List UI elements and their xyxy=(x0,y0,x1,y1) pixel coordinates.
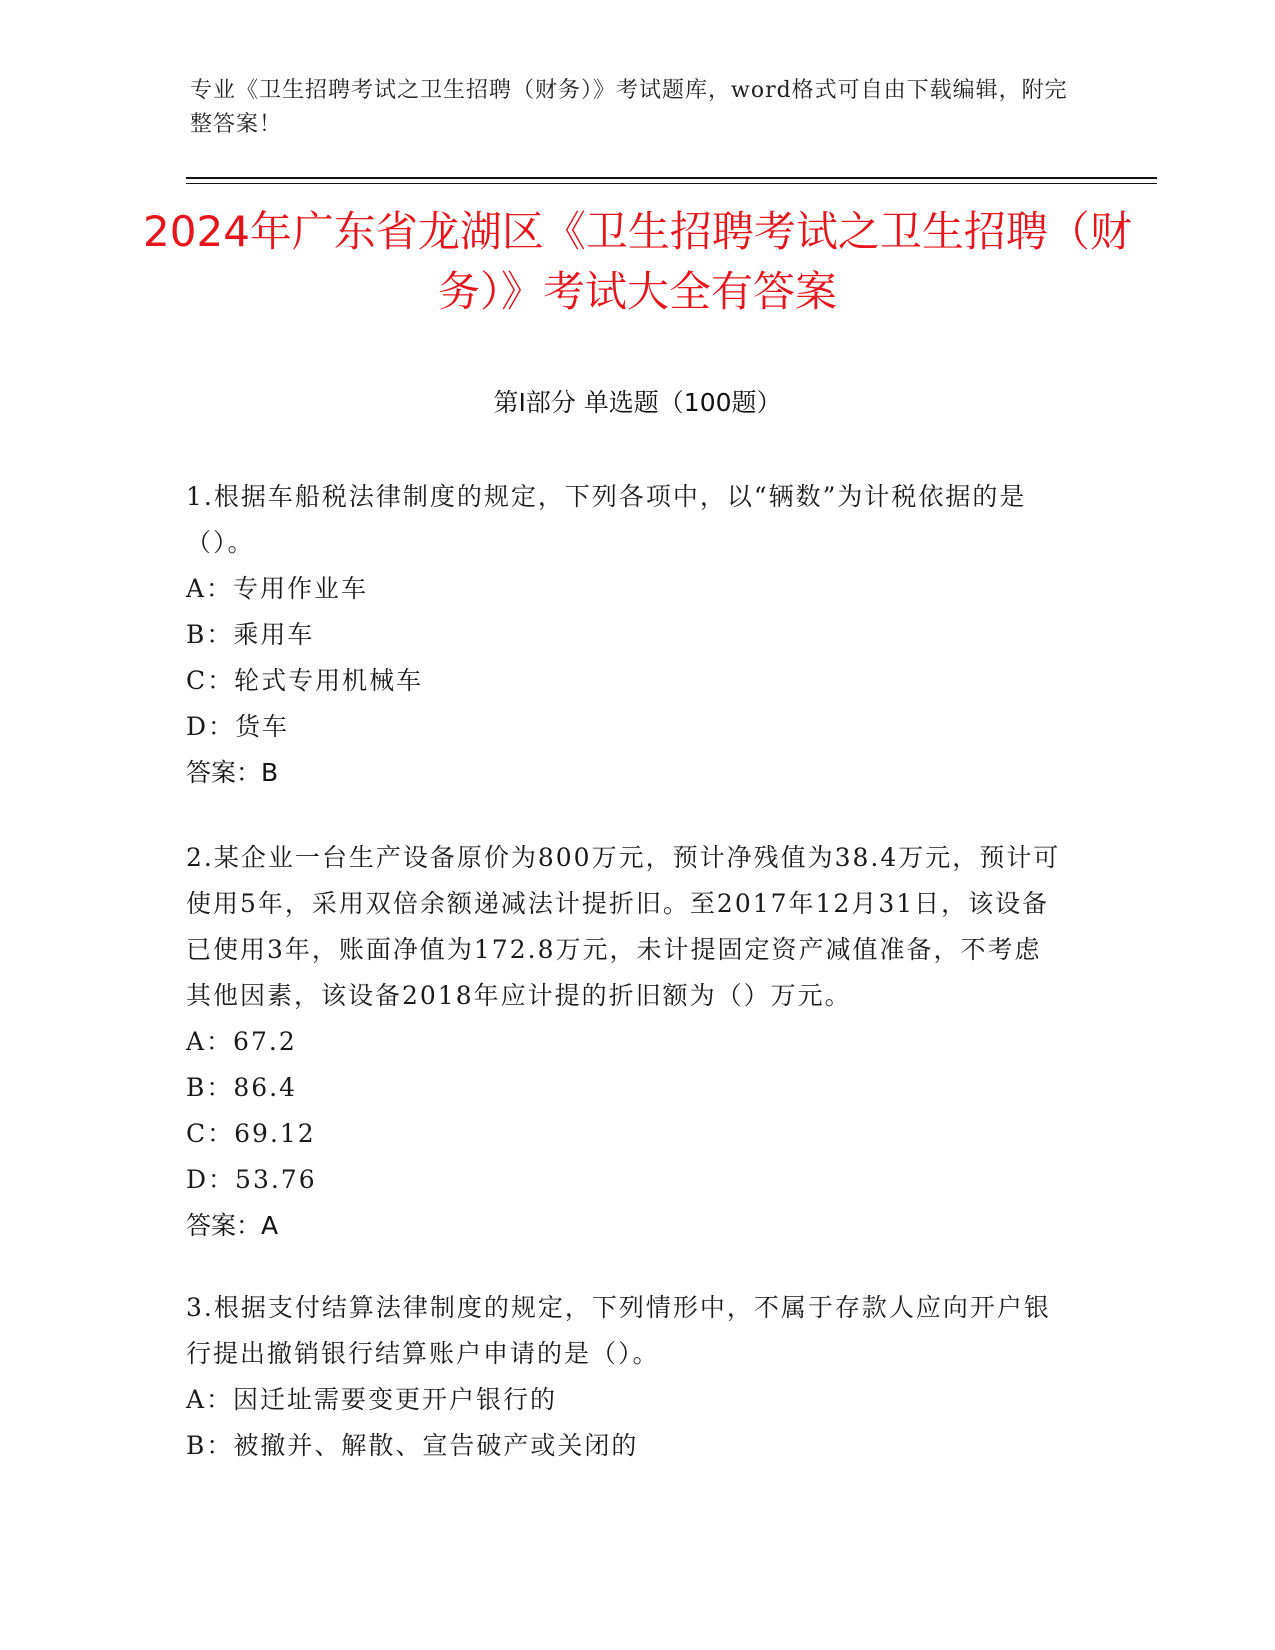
section-heading: 第Ⅰ部分 单选题（100题） xyxy=(493,388,782,417)
header-rule-thin xyxy=(186,183,1157,184)
option-c: C：轮式专用机械车 xyxy=(186,666,424,695)
option-a: A：因迁址需要变更开户银行的 xyxy=(186,1385,558,1414)
option-c: C：69.12 xyxy=(186,1119,316,1148)
option-b: B：被撤并、解散、宣告破产或关闭的 xyxy=(186,1431,639,1460)
header-note: 专业《卫生招聘考试之卫生招聘（财务）》考试题库，word格式可自由下载编辑，附完整答案！ xyxy=(190,78,1068,137)
question-3 xyxy=(186,1285,1066,1469)
option-b: B：86.4 xyxy=(186,1073,298,1102)
question-stem: 2.某企业一台生产设备原价为800万元，预计净残值为38.4万元，预计可使用5年，采用双倍余额递减法计提折旧。至2017年12月31日，该设备已使用3年，账面净值为172.8万元，未计提固定资产减值准备，不考虑其他因素，该设备2018年应计提的折旧额为（）万元。 xyxy=(186,843,1061,1010)
header-rule-thick xyxy=(186,177,1157,179)
option-d: D：53.76 xyxy=(186,1165,317,1194)
answer: 答案：B xyxy=(186,758,279,787)
answer: 答案：A xyxy=(186,1211,279,1240)
document-title: 2024年广东省龙湖区《卫生招聘考试之卫生招聘（财务）》考试大全有答案 xyxy=(143,207,1132,316)
option-a: A：67.2 xyxy=(186,1027,297,1056)
question-2 xyxy=(186,835,1066,1249)
question-stem: 1.根据车船税法律制度的规定，下列各项中，以“辆数”为计税依据的是（）。 xyxy=(186,482,1027,557)
question-stem: 3.根据支付结算法律制度的规定，下列情形中，不属于存款人应向开户银行提出撤销银行结算账户申请的是（）。 xyxy=(186,1293,1051,1368)
option-d: D：货车 xyxy=(186,712,290,741)
option-b: B：乘用车 xyxy=(186,620,315,649)
question-1 xyxy=(186,474,1066,796)
option-a: A：专用作业车 xyxy=(186,574,369,603)
